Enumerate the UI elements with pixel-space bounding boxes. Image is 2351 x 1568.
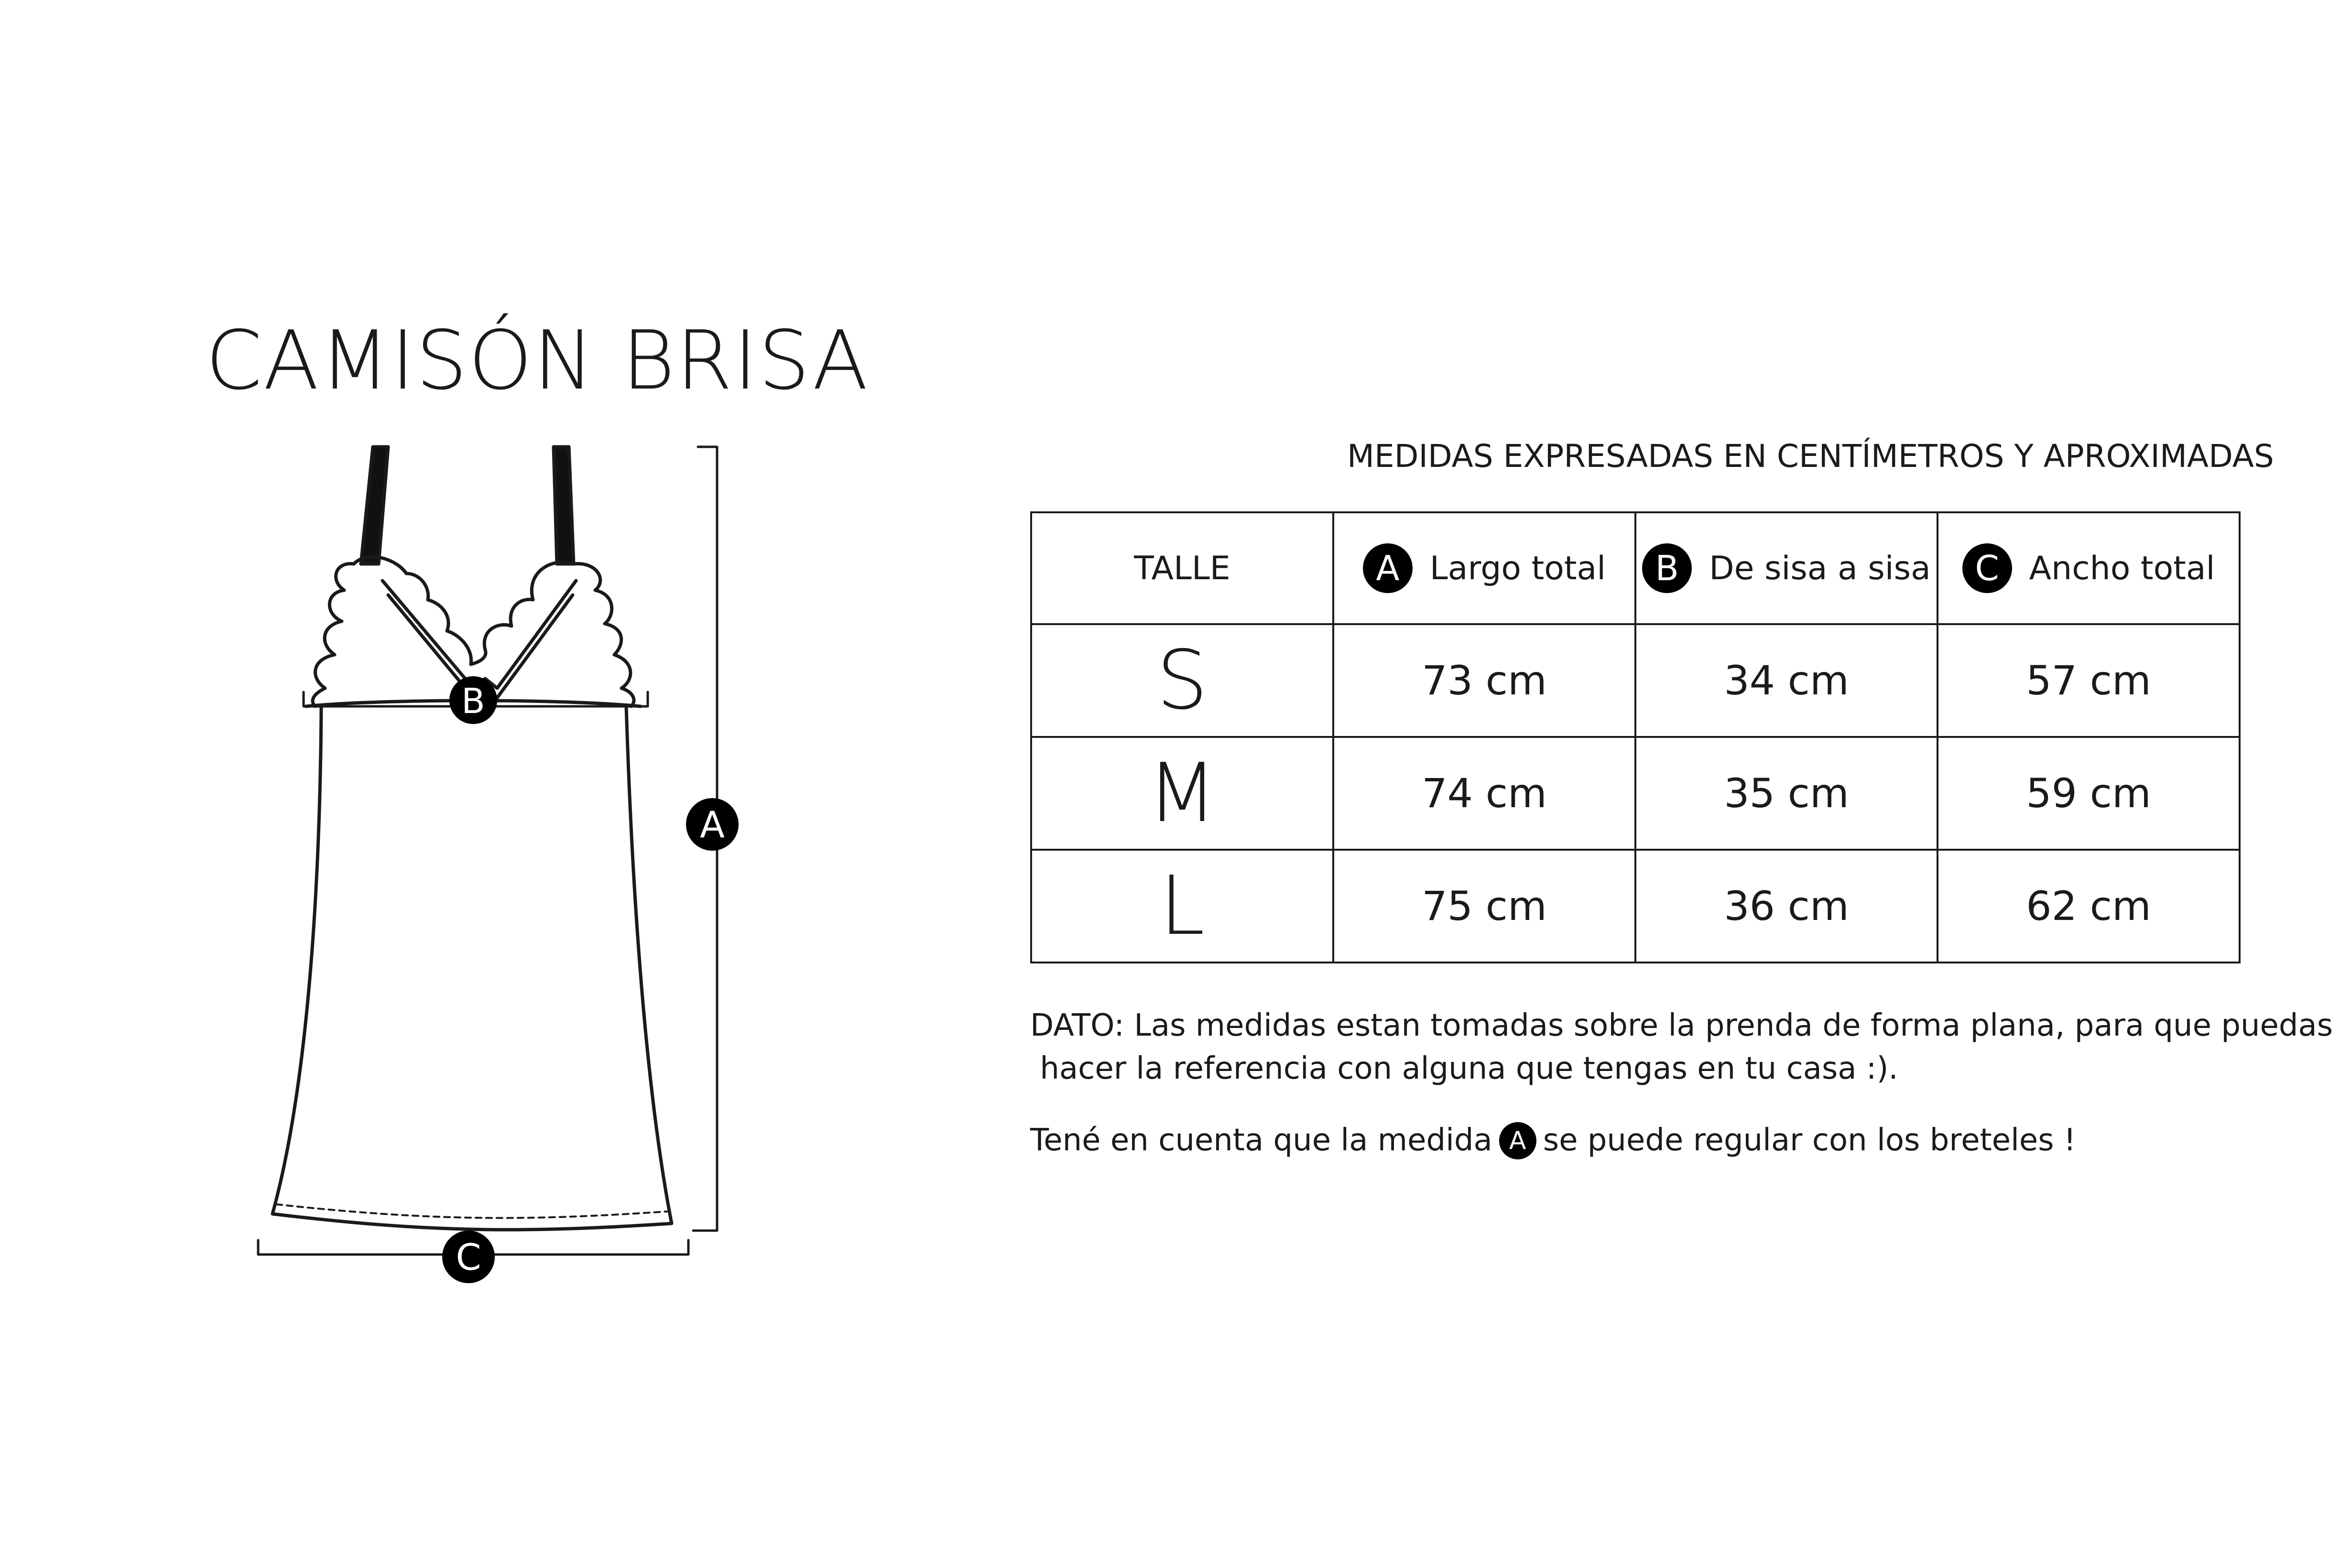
hem-stitch	[276, 1204, 667, 1218]
badge-a-icon: A	[1499, 1122, 1536, 1159]
table-header-row	[1031, 512, 2240, 624]
header-b	[1635, 512, 1937, 624]
table-row	[1031, 850, 2240, 962]
note-line-3-after: se puede regular con los breteles !	[1543, 1123, 2076, 1158]
value-c: 59 cm	[1937, 737, 2240, 850]
size-cell: M	[1031, 737, 1333, 850]
diagram-label-b: B	[461, 681, 485, 721]
diagram-label-a: A	[700, 803, 725, 846]
badge-a-icon	[686, 798, 739, 851]
diagram-label-c: C	[456, 1236, 481, 1278]
badge-c-icon: C	[1962, 543, 2012, 593]
measurement-note-title: MEDIDAS EXPRESADAS EN CENTÍMETROS Y APROXIMADAS	[1347, 438, 2274, 475]
note-line-2: hacer la referencia con alguna que tengas en tu casa :).	[1030, 1051, 1898, 1086]
neckline	[382, 581, 576, 688]
header-a	[1333, 512, 1635, 624]
value-b: 34 cm	[1635, 624, 1937, 737]
badge-b-icon: B	[1642, 543, 1692, 593]
value-c: 62 cm	[1937, 850, 2240, 962]
value-b: 35 cm	[1635, 737, 1937, 850]
header-b-label: De sisa a sisa	[1709, 549, 1931, 587]
badge-c-icon	[442, 1231, 495, 1283]
page-title: CAMISÓN BRISA	[206, 314, 869, 408]
table-row	[1031, 737, 2240, 850]
note-line-3	[1030, 1121, 2076, 1160]
right-strap-icon	[554, 447, 574, 564]
value-b: 36 cm	[1635, 850, 1937, 962]
size-table	[1030, 511, 2241, 963]
value-a: 73 cm	[1333, 624, 1635, 737]
lace-cup-left-top	[354, 557, 486, 664]
header-a-label: Largo total	[1429, 549, 1606, 587]
lace-cup-left	[313, 564, 354, 706]
note-line-3-before: Tené en cuenta que la medida	[1030, 1123, 1492, 1158]
value-a: 75 cm	[1333, 850, 1635, 962]
left-strap-icon	[361, 447, 388, 564]
size-cell: L	[1031, 850, 1333, 962]
value-a: 74 cm	[1333, 737, 1635, 850]
size-cell: S	[1031, 624, 1333, 737]
table-row	[1031, 624, 2240, 737]
header-size: TALLE	[1031, 512, 1333, 624]
note-line-1: DATO: Las medidas estan tomadas sobre la prenda de forma plana, para que puedas	[1030, 1008, 2333, 1043]
badge-b-icon	[449, 676, 497, 724]
header-c-label: Ancho total	[2029, 549, 2215, 587]
dress-body	[272, 706, 672, 1230]
value-c: 57 cm	[1937, 624, 2240, 737]
header-c	[1937, 512, 2240, 624]
badge-a-icon: A	[1363, 543, 1413, 593]
